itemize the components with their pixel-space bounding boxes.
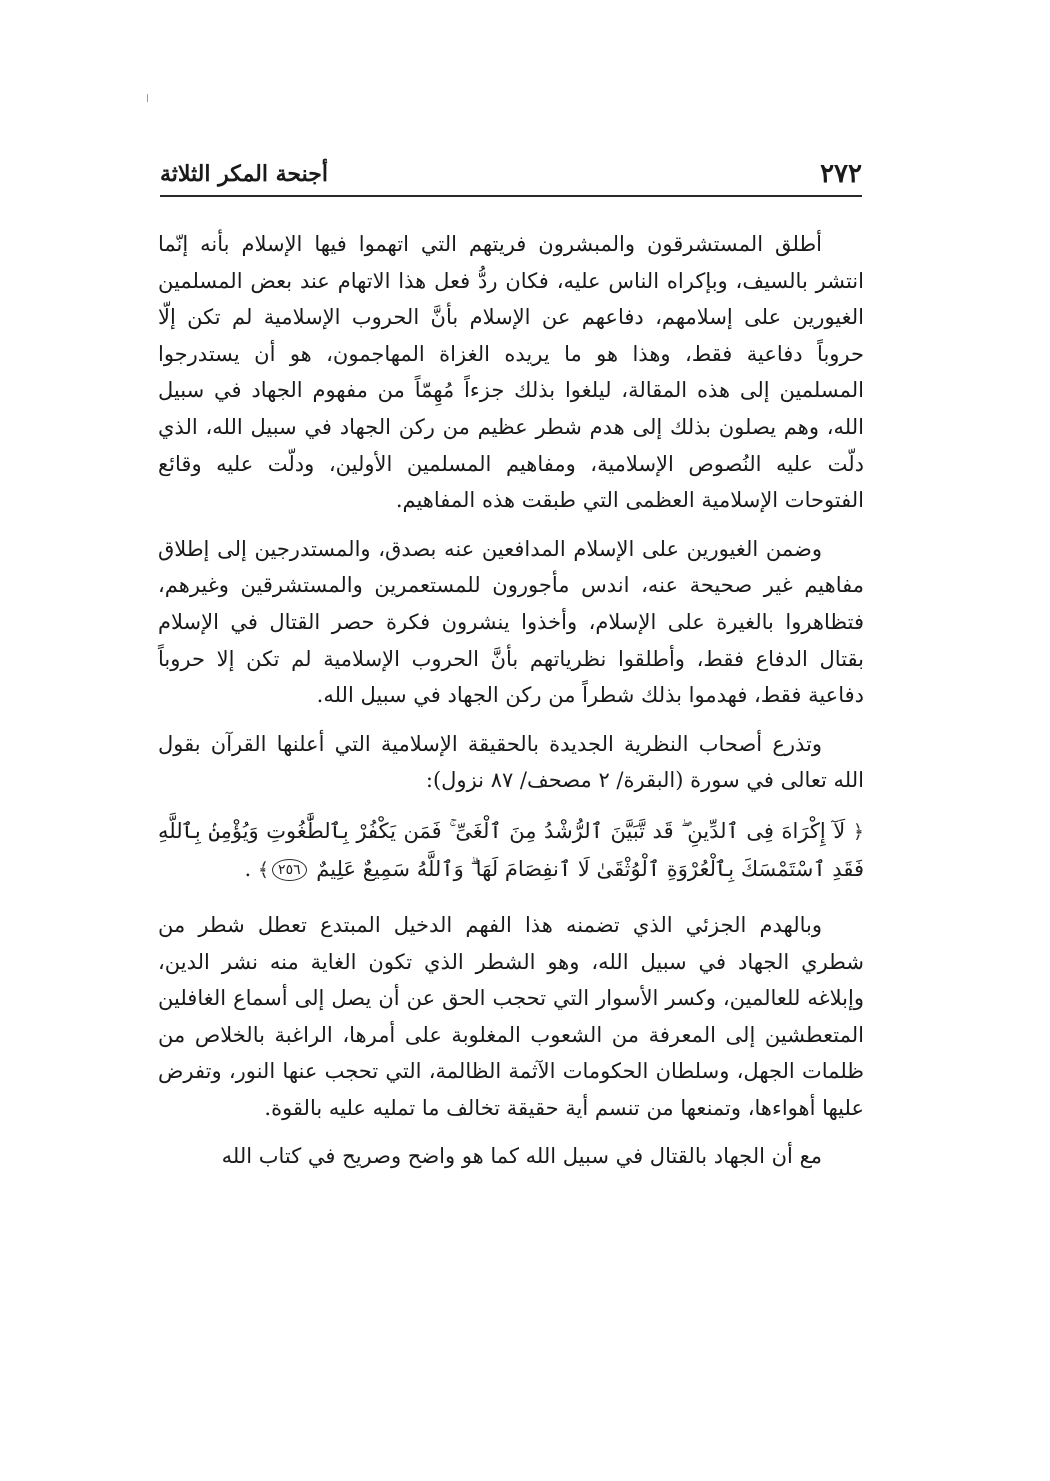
verse-text: لَآ إِكْرَاهَ فِى ٱلدِّينِ ۖ قَد تَّبَيَّنَ ٱلرُّشْدُ مِنَ ٱلْغَىِّ ۚ فَمَن يَكْفُرْ بِٱلطَّٰغُوتِ وَيُؤْمِنۢ بِٱللَّهِ فَقَدِ ٱسْتَمْسَكَ بِٱلْعُرْوَةِ ٱلْوُثْقَىٰ لَا ٱنفِصَامَ لَهَا ۗ وَٱللَّهُ سَمِيعٌ عَلِيمٌ bbox=[158, 818, 864, 881]
scan-speck bbox=[147, 94, 148, 102]
page-number: ٢٧٢ bbox=[820, 159, 862, 189]
paragraph-3: وتذرع أصحاب النظرية الجديدة بالحقيقة الإسلامية التي أعلنها القرآن بقول الله تعالى في سورة (البقرة/ ٢ مصحف/ ٨٧ نزول): bbox=[158, 731, 864, 793]
verse-open-bracket: ﴿ bbox=[852, 820, 864, 843]
running-header bbox=[160, 156, 862, 192]
paragraph-1: أطلق المستشرقون والمبشرون فريتهم التي اتهموا فيها الإسلام بأنه إنّما انتشر بالسيف، وبإكراه الناس عليه، فكان ردُّ فعل هذا الاتهام عند بعض المسلمين الغيورين على إسلامهم، دفاعهم عن الإسلام بأنَّ الحروب الإسلامية لم تكن إلّا حروباً دفاعية فقط، وهذا هو ما يريده الغزاة المهاجمون، هو أن يستدرجوا المسلمين إلى هذه المقالة، ليلغوا بذلك جزءاً مُهِمّاً من مفهوم الجهاد في سبيل الله، وهم يصلون بذلك إلى هدم شطر عظيم من ركن الجهاد في سبيل الله، الذي دلّت عليه النُصوص الإسلامية، ومفاهيم المسلمين الأولين، ودلّت عليه وقائع الفتوحات الإسلامية العظمى التي طبقت هذه المفاهيم. bbox=[158, 232, 864, 513]
quran-verse bbox=[158, 813, 864, 889]
paragraph-2: وضمن الغيورين على الإسلام المدافعين عنه بصدق، والمستدرجين إلى إطلاق مفاهيم غير صحيحة عنه، اندس مأجورون للمستعمرين والمستشرقين وغيرهم، فتظاهروا بالغيرة على الإسلام، وأخذوا ينشرون فكرة حصر القتال في الإسلام بقتال الدفاع فقط، وأطلقوا نظرياتهم بأنَّ الحروب الإسلامية لم تكن إلا حروباً دفاعية فقط، فهدموا بذلك شطراً من ركن الجهاد في سبيل الله. bbox=[158, 536, 864, 708]
paragraph-5: مع أن الجهاد بالقتال في سبيل الله كما هو واضح وصريح في كتاب الله bbox=[221, 1144, 822, 1169]
header-divider bbox=[160, 195, 862, 197]
book-title: أجنحة المكر الثلاثة bbox=[160, 161, 328, 187]
paragraph-4: وبالهدم الجزئي الذي تضمنه هذا الفهم الدخيل المبتدع تعطل شطر من شطري الجهاد في سبيل الله، وهو الشطر الذي تكون الغاية منه نشر الدين، وإبلاغه للعالمين، وكسر الأسوار التي تحجب الحق عن أن يصل إلى أسماع الغافلين المتعطشين إلى المعرفة من الشعوب المغلوبة على أمرها، الراغبة بالخلاص من ظلمات الجهل، وسلطان الحكومات الآثمة الظالمة، التي تحجب عنها النور، وتفرض عليها أهواءها، وتمنعها من تنسم أية حقيقة تخالف ما تمليه عليه بالقوة. bbox=[158, 912, 864, 1120]
verse-end-mark: . bbox=[244, 856, 252, 881]
main-text-block bbox=[158, 226, 864, 1187]
ayah-number-badge: ٢٥٦ bbox=[272, 859, 307, 881]
verse-close-bracket: ﴾ bbox=[257, 858, 270, 881]
